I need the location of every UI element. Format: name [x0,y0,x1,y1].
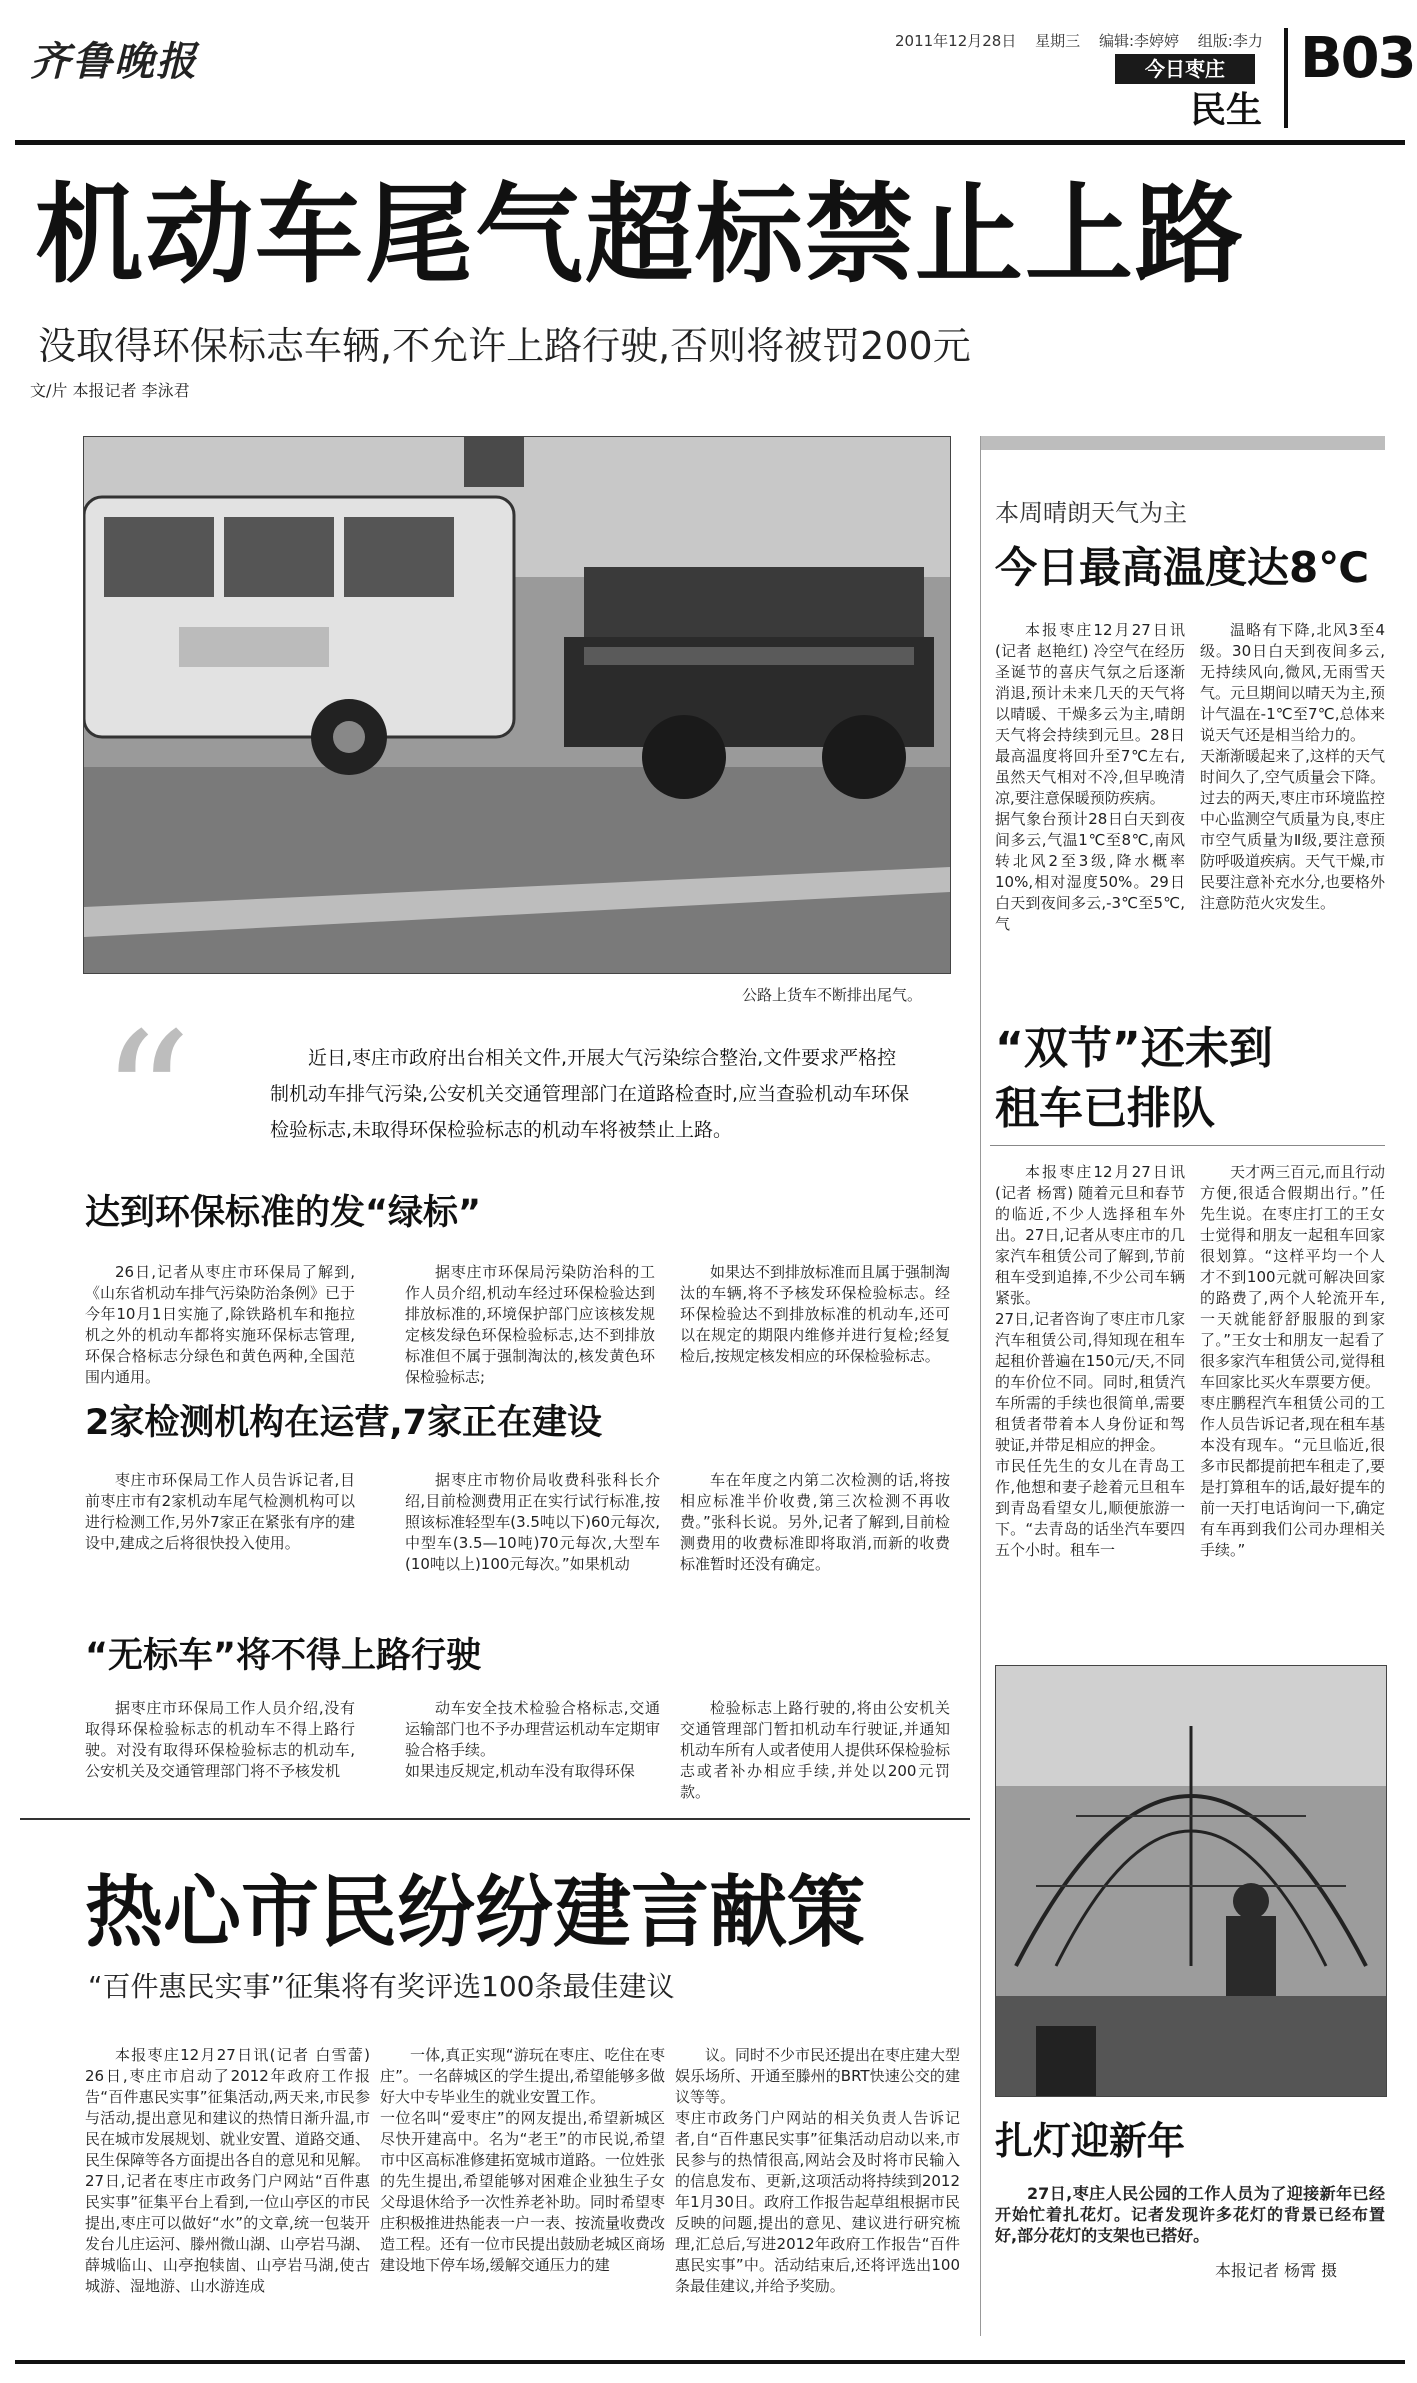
bottom-col2: 一体,真正实现“游玩在枣庄、吃住在枣庄”。一名薛城区的学生提出,希望能够多做好大中专毕业生的就业安置工作。 一位名叫“爱枣庄”的网友提出,希望新城区尽快开建高中。名为“老王”的市民说,希望市中区高标准修建拓宽城市道路。一位姓张的先生提出,希望能够对困难企业独生子女父母退休给予一次性养老补助。同时希望枣庄积极推进热能表一户一表、按流量收费改造工程。还有一位市民提出鼓励老城区商场建设地下停车场,缓解交通压力的建 [380,2046,666,2274]
car-rental-head-line1: “双节”还未到 [995,1023,1273,1074]
page-bottom-rule [15,2360,1405,2364]
section2-col2: 据枣庄市物价局收费科张科长介绍,目前检测费用正在实行试行标准,按照该标准轻型车(3.5吨以下)60元每次,中型车(3.5—10吨)70元每次,大型车(10吨以上)100元每次。”如果机动 [405,1471,660,1573]
bottom-col1: 本报枣庄12月27日讯(记者 白雪蕾) 26日,枣庄市启动了2012年政府工作报告“百件惠民实事”征集活动,两天来,市民参与活动,提出意见和建议的热情日渐升温,市民在城市发展规划、就业安置、道路交通、民生保障等各方面提出各自的意见和见解。 27日,记者在枣庄市政务门户网站“百件惠民实事”征集平台上看到,一位山亭区的市民提出,枣庄可以做好“水”的文章,统一包装开发台儿庄运河、滕州微山湖、山亭岩马湖、薛城临山、山亭抱犊崮、山亭岩马湖,使古城游、湿地游、山水游连成 [85,2046,371,2295]
section1-col3: 如果达不到排放标准而且属于强制淘汰的车辆,将不予核发环保检验标志。经环保检验达不到排放标准的机动车,还可以在规定的期限内维修并进行复检;经复检后,按规定核发相应的环保检验标志。 [680,1263,951,1365]
sidebar-divider [980,436,981,2336]
section1-col2: 据枣庄市环保局污染防治科的工作人员介绍,机动车经过环保检验达到排放标准的,环境保护部门应该核发规定核发绿色环保检验标志,达不到排放标准但不属于强制淘汰的,核发黄色环保检验标志; [405,1263,655,1386]
bottom-subheadline: “百件惠民实事”征集将有奖评选100条最佳建议 [88,1970,675,2003]
quote-mark-icon: “ [100,995,193,1204]
section-head-no-label-cars: “无标车”将不得上路行驶 [85,1636,482,1676]
section3-col1: 据枣庄市环保局工作人员介绍,没有取得环保检验标志的机动车不得上路行驶。对没有取得环保检验标志的机动车,公安机关及交通管理部门将不予核发机 [85,1699,355,1780]
main-byline: 文/片 本报记者 李泳君 [30,381,190,400]
newspaper-logo: 齐鲁晚报 [30,38,198,85]
lantern-caption: 27日,枣庄人民公园的工作人员为了迎接新年已经开始忙着扎花灯。记者发现许多花灯的背景已经布置好,部分花灯的支架也已搭好。 [995,2184,1385,2245]
weather-col1: 本报枣庄12月27日讯(记者 赵艳红) 冷空气在经历圣诞节的喜庆气氛之后逐渐消退,预计未来几天的天气将以晴暖、干燥多云为主,晴朗天气将会持续到元旦。28日最高温度将回升至7℃左右,虽然天气相对不冷,但早晚清凉,要注意保暖预防疾病。 据气象台预计28日白天到夜间多云,气温1℃至8℃,南风转北风2至3级,降水概率10%,相对湿度50%。29日白天到夜间多云,-3℃至5℃,气 [995,621,1185,933]
section3-col2: 动车安全技术检验合格标志,交通运输部门也不予办理营运机动车定期审验合格手续。 如果违反规定,机动车没有取得环保 [405,1699,661,1780]
section1-col1: 26日,记者从枣庄市环保局了解到,《山东省机动车排气污染防治条例》已于今年10月1日实施了,除铁路机车和拖拉机之外的机动车都将实施环保标志管理,环保合格标志分绿色和黄色两种,全国范围内通用。 [85,1263,356,1386]
section-head-green-label: 达到环保标准的发“绿标” [85,1193,482,1233]
weather-kicker: 本周晴朗天气为主 [995,499,1187,527]
main-headline: 机动车尾气超标禁止上路 [35,173,1246,298]
sidebar-top-bar [980,436,1385,450]
weather-col2: 温略有下降,北风3至4级。30日白天到夜间多云,无持续风向,微风,无雨雪天气。元旦期间以晴天为主,预计气温在-1℃至7℃,总体来说天气还是相当给力的。 天渐渐暖起来了,这样的天气时间久了,空气质量会下降。过去的两天,枣庄市环境监控中心监测空气质量为良,枣庄市空气质量为Ⅱ级,要注意预防呼吸道疾病。天气干燥,市民要注意补充水分,也要格外注意防范火灾发生。 [1200,621,1385,912]
car-rental-col2: 天才两三百元,而且行动方便,很适合假期出行。”任先生说。在枣庄打工的王女士觉得和朋友一起租车回家很划算。“这样平均一个人才不到100元就可解决回家的路费了,两个人轮流开车,一天就能舒舒服服的到家了。”王女士和朋友一起看了很多家汽车租赁公司,觉得租车回家比买火车票要方便。 枣庄鹏程汽车租赁公司的工作人员告诉记者,现在租车基本没有现车。“元旦临近,很多市民都提前把车租走了,要是打算租车的话,最好提车的前一天打电话询问一下,确定有车再到我们公司办理相关手续。” [1200,1163,1385,1559]
page-number-divider [1284,28,1288,128]
bottom-col3: 议。同时不少市民还提出在枣庄建大型娱乐场所、开通至滕州的BRT快速公交的建议等等。 枣庄市政务门户网站的相关负责人告诉记者,自“百件惠民实事”征集活动启动以来,市民参与的热情很高,网站会及时将市民输入的信息发布、更新,这项活动将持续到2012年1月30日。政府工作报告起草组根据市民反映的问题,提出的意见、建议进行研究梳理,汇总后,写进2012年政府工作报告“百件惠民实事”中。活动结束后,还将评选出100条最佳建议,并给予奖励。 [675,2046,961,2295]
section2-col3: 车在年度之内第二次检测的话,将按相应标准半价收费,第三次检测不再收费。”张科长说。另外,记者了解到,目前检测费用的收费标准即将取消,而新的收费标准暂时还没有确定。 [680,1471,950,1573]
issue-date: 2011年12月28日 [895,32,1017,50]
section-divider [20,1818,970,1820]
designer-credit: 组版:李力 [1197,32,1263,50]
masthead-rule [15,140,1405,145]
section3-col3: 检验标志上路行驶的,将由公安机关交通管理部门暂扣机动车行驶证,并通知机动车所有人或者使用人提供环保检验标志或者补办相应手续,并处以200元罚款。 [680,1699,951,1801]
lead-paragraph: 近日,枣庄市政府出台相关文件,开展大气污染综合整治,文件要求严格控制机动车排气污染,公安机关交通管理部门在道路检查时,应当查验机动车环保检验标志,未取得环保检验标志的机动车将被禁止上路。 [270,1047,910,1141]
section2-col1: 枣庄市环保局工作人员告诉记者,目前枣庄市有2家机动车尾气检测机构可以进行检测工作,另外7家正在紧张有序的建设中,建成之后将很快投入使用。 [85,1471,355,1552]
masthead-meta [895,30,1263,51]
car-rental-head-line2: 租车已排队 [995,1083,1215,1134]
main-photo-traffic [83,436,951,974]
main-subheadline: 没取得环保标志车辆,不允许上路行驶,否则将被罚200元 [38,324,971,368]
lantern-photo-credit: 本报记者 杨霄 摄 [1215,2261,1338,2280]
lantern-illustration [996,1666,1386,2096]
car-rental-rule [990,1145,1385,1146]
traffic-illustration [84,437,950,973]
weather-headline: 今日最高温度达8℃ [995,543,1370,592]
section-tag: 今日枣庄 [1115,54,1255,84]
section-head-test-agencies: 2家检测机构在运营,7家正在建设 [85,1403,603,1443]
editor-credit: 编辑:李婷婷 [1098,32,1179,50]
lantern-headline: 扎灯迎新年 [995,2119,1186,2163]
main-photo-caption: 公路上货车不断排出尾气。 [742,986,923,1004]
bottom-headline: 热心市民纷纷建言献策 [85,1868,866,1958]
car-rental-col1: 本报枣庄12月27日讯(记者 杨霄) 随着元旦和春节的临近,不少人选择租车外出。27日,记者从枣庄市的几家汽车租赁公司了解到,节前租车受到追捧,不少公司车辆紧张。 27日,记者咨询了枣庄市几家汽车租赁公司,得知现在租车起租价普遍在150元/天,不同的车价位不同。同时,租赁汽车所需的手续也很简单,需要租赁者带着本人身份证和驾驶证,并带足相应的押金。 市民任先生的女儿在青岛工作,他想和妻子趁着元旦租车到青岛看望女儿,顺便旅游一下。“去青岛的话坐汽车要四五个小时。租车一 [995,1163,1185,1559]
page-number: B03 [1300,26,1415,91]
issue-weekday: 星期三 [1035,32,1081,50]
lantern-photo [995,1665,1387,2097]
section-title: 民生 [1190,90,1263,131]
